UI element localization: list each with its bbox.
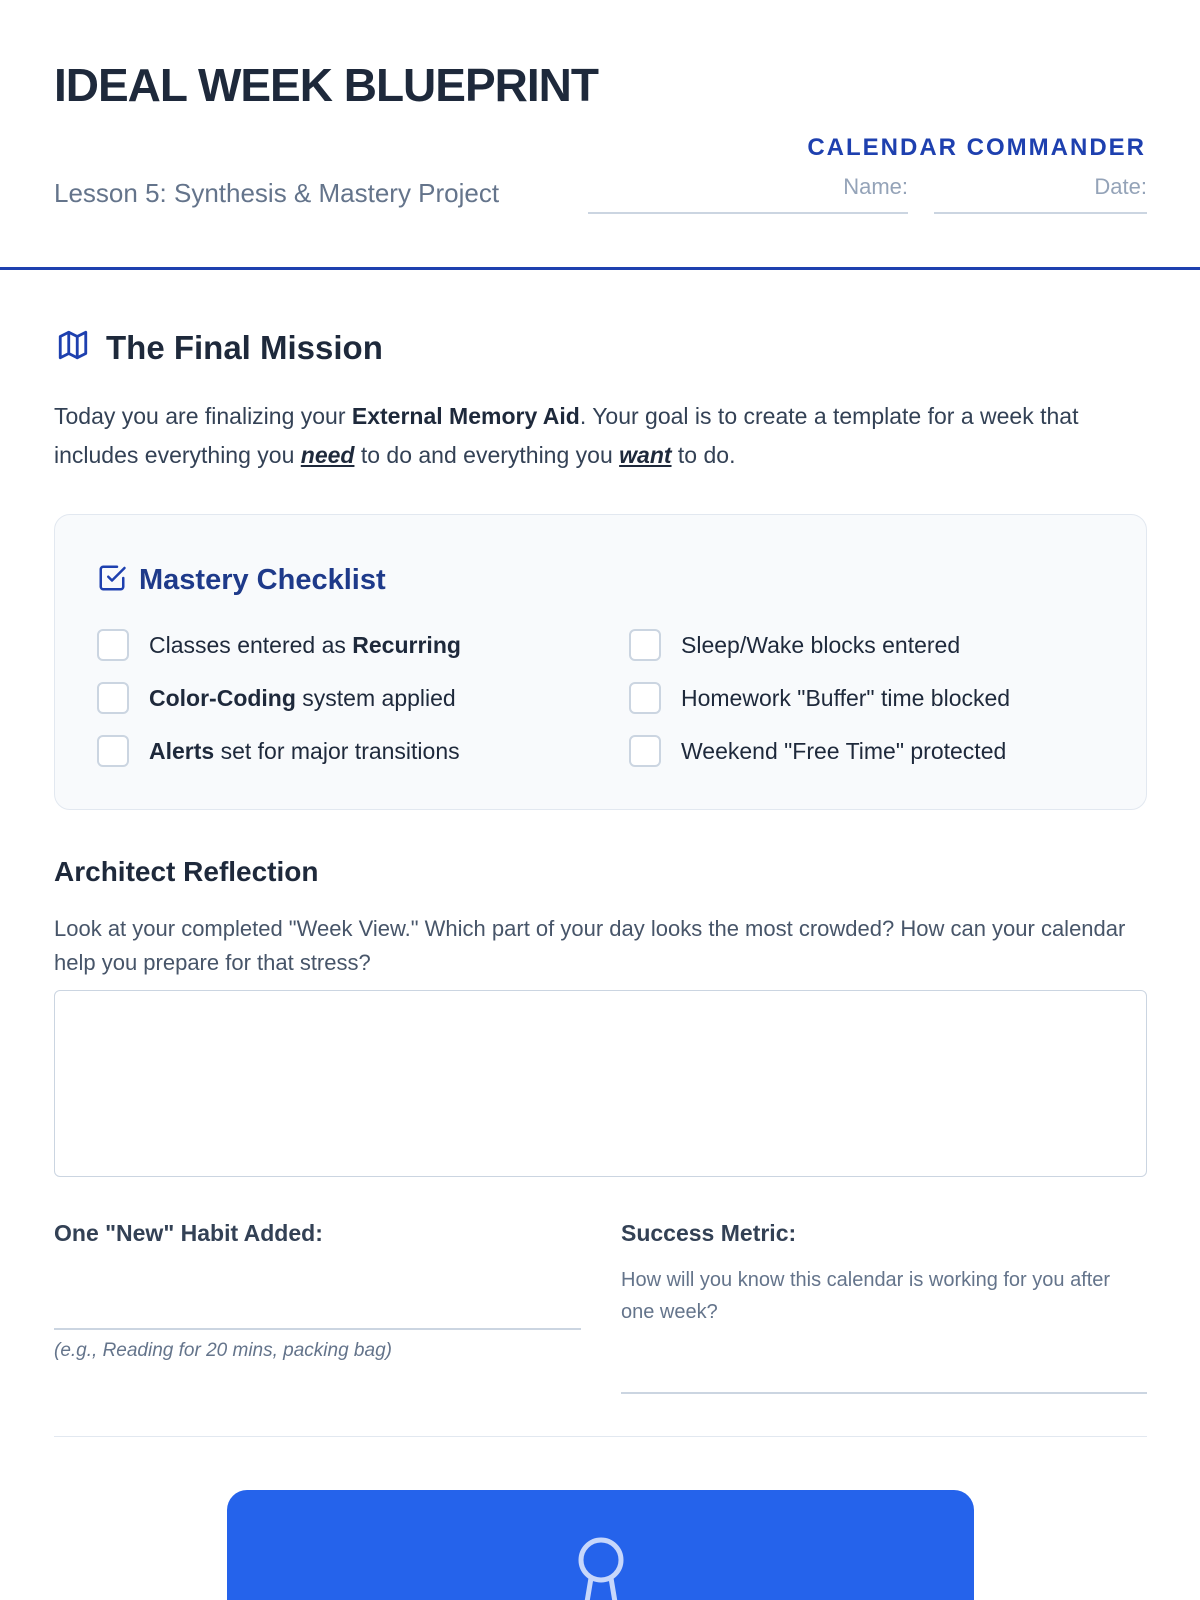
name-label: Name: [843,174,908,199]
lesson-subtitle: Lesson 5: Synthesis & Mastery Project [54,178,500,208]
map-icon [54,328,92,367]
checklist-heading [97,563,386,598]
section-divider [54,1436,1147,1437]
checklist-item-label: Color-Coding system applied [149,684,456,711]
metric-answer-line[interactable] [621,1392,1147,1394]
checkbox[interactable] [629,735,661,767]
checklist-item-recurring[interactable] [97,629,461,661]
mastery-checklist [54,514,1147,810]
checklist-item-label: Classes entered as Recurring [149,631,461,658]
mission-heading [54,328,383,367]
brand-label: CALENDAR COMMANDER [807,134,1146,161]
checkbox[interactable] [97,629,129,661]
date-label: Date: [1094,174,1147,199]
checklist-item-weekend-free-time[interactable] [629,735,1006,767]
completion-badge-card [227,1490,974,1600]
checkbox-icon [97,563,127,598]
checklist-item-label: Weekend "Free Time" protected [681,737,1007,764]
checklist-item-label: Sleep/Wake blocks entered [681,631,961,658]
page-title: IDEAL WEEK BLUEPRINT [54,59,598,111]
checklist-item-color-coding[interactable] [97,682,456,714]
habit-label: One "New" Habit Added: [54,1220,323,1246]
checklist-item-label: Alerts set for major transitions [149,737,460,764]
worksheet-header [0,0,1200,270]
habit-hint: (e.g., Reading for 20 mins, packing bag) [54,1340,392,1361]
award-icon [575,1534,627,1600]
checkbox[interactable] [97,735,129,767]
reflection-title: Architect Reflection [54,856,319,887]
checkbox[interactable] [97,682,129,714]
reflection-prompt: Look at your completed "Week View." Which part of your day looks the most crowded? How can your calendar help you prepare for that stress? [54,916,1126,975]
name-field[interactable] [588,174,908,214]
metric-question: How will you know this calendar is working for you after one week? [621,1269,1111,1323]
mission-title: The Final Mission [106,328,383,366]
checklist-title: Mastery Checklist [139,564,386,596]
checklist-item-homework-buffer[interactable] [629,682,1010,714]
date-field[interactable] [934,174,1147,214]
checklist-item-label: Homework "Buffer" time blocked [681,684,1011,711]
checkbox[interactable] [629,629,661,661]
checklist-item-alerts[interactable] [97,735,460,767]
habit-answer-line[interactable] [54,1328,581,1330]
checkbox[interactable] [629,682,661,714]
checklist-item-sleep-wake[interactable] [629,629,960,661]
mission-intro: Today you are finalizing your External Memory Aid. Your goal is to create a template for a week that includes everything you need to do and everything you want to do. [54,403,1079,468]
metric-label: Success Metric: [621,1220,797,1246]
reflection-answer-box[interactable] [54,990,1147,1177]
